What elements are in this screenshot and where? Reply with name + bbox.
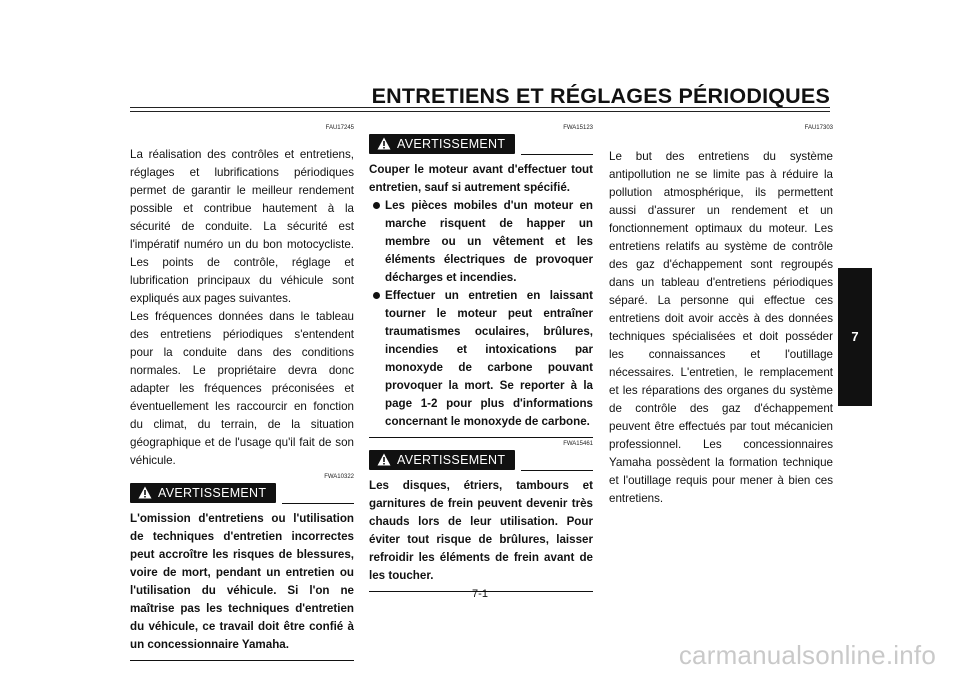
bullet-dot-icon (373, 202, 380, 209)
section-ref: FAU17245 (325, 125, 354, 131)
warning-1-bullets (369, 197, 593, 431)
warning-1-lead: Couper le moteur avant d'effectuer tout entretien, sauf si autrement spécifié. (369, 163, 593, 194)
warning-label-box (130, 483, 276, 503)
column-2 (369, 124, 593, 592)
warning-1-rule (521, 154, 593, 155)
warning-1-body (369, 156, 593, 431)
column-3 (609, 124, 833, 508)
warning-2-text: Les disques, étriers, tambours et garnitures de frein peuvent devenir très chauds lors de leur utilisation. Pour éviter tout risque de brûlures, laisser refroidir les éléments de frein avant de les toucher. (369, 479, 593, 582)
list-item (369, 197, 593, 287)
warning-label: AVERTISSEMENT (158, 486, 267, 500)
warning-2-rule (521, 470, 593, 471)
warning-rule (282, 503, 354, 504)
chapter-tab[interactable] (838, 268, 872, 406)
bullet-text: Effectuer un entretien en laissant tourner le moteur peut entraîner traumatismes oculaires, brûlures, incendies et intoxications par monoxyde de carbone pouvant provoquer la mort. Se reporter à la page 1-2 pour plus d'informations concernant le monoxyde de carbone. (385, 289, 593, 428)
warning-1-label: AVERTISSEMENT (397, 137, 506, 151)
warning-end-rule (130, 660, 354, 661)
warning-2-header (369, 450, 593, 472)
bullet-dot-icon (373, 292, 380, 299)
warning-2-label-box (369, 450, 515, 470)
bullet-text: Les pièces mobiles d'un moteur en marche risquent de happer un membre ou un vêtement et les éléments électriques de provoquer décharges et incendies. (385, 199, 593, 284)
section-ref: FAU17303 (804, 125, 833, 131)
paragraph-frequencies: Les fréquences données dans le tableau des entretiens périodiques s'entendent pour la conduite dans des conditions normales. Le propriétaire devra donc adapter les fréquences préconisées et éventuellement les raccourcir en fonction du climat, du terrain, de la situation géographique et de l'usage qu'il fait de son véhicule. (130, 310, 354, 467)
warning-1-label-box (369, 134, 515, 154)
warning-triangle-icon (377, 453, 391, 466)
warning-2-label: AVERTISSEMENT (397, 453, 506, 467)
warning-1-end-rule (369, 437, 593, 438)
paragraph-intro: La réalisation des contrôles et entretiens, réglages et lubrifications périodiques permet de garantir le meilleur rendement possible et contribue hautement à la sécurité de conduite. La sécurité est l'impératif numéro un du bon motocycliste. Les points de contrôle, réglage et lubrification principaux du véhicule sont expliqués aux pages suivantes. (130, 148, 354, 305)
warning-header (130, 483, 354, 505)
paragraph-emissions: Le but des entretiens du système antipollution ne se limite pas à réduire la pollution atmosphérique, ils permettent aussi d'assurer un rendement et un fonctionnement optimaux du moteur. Les entretiens relatifs au système de contrôle des gaz d'échappement sont regroupés dans un tableau d'entretiens périodiques séparé. La personne qui effectue ces entretiens doit avoir accès à des données techniques spécialisées et doit posséder les connaissances et l'outillage nécessaires. L'entretien, le remplacement et les réparations des organes du système de contrôle des gaz d'échappement peuvent être effectués par tout mécanicien professionnel. Les concessionnaires Yamaha possèdent la formation technique et l'outillage requis pour mener à bien ces entretiens. (609, 150, 833, 505)
page-number: 7-1 (472, 588, 488, 600)
column-1 (130, 124, 354, 661)
warning-triangle-icon (138, 486, 152, 499)
page-title: ENTRETIENS ET RÉGLAGES PÉRIODIQUES (371, 84, 830, 108)
title-rule-bottom (130, 111, 830, 112)
list-item (369, 287, 593, 431)
warning-2-ref: FWA15461 (563, 441, 593, 447)
warning-ref: FWA10322 (324, 474, 354, 480)
watermark: carmanualsonline.info (678, 640, 936, 670)
warning-1-header (369, 134, 593, 156)
warning-triangle-icon (377, 137, 391, 150)
chapter-tab-number: 7 (851, 329, 859, 344)
warning-1-ref: FWA15123 (563, 125, 593, 131)
warning-text: L'omission d'entretiens ou l'utilisation de techniques d'entretien incorrectes peut accroître les risques de blessures, voire de mort, pendant un entretien ou l'utilisation du véhicule. Si l'on ne maîtrise pas les techniques d'entretien du véhicule, ce travail doit être confié à un concessionnaire Yamaha. (130, 512, 354, 651)
title-rule-top (130, 107, 830, 108)
